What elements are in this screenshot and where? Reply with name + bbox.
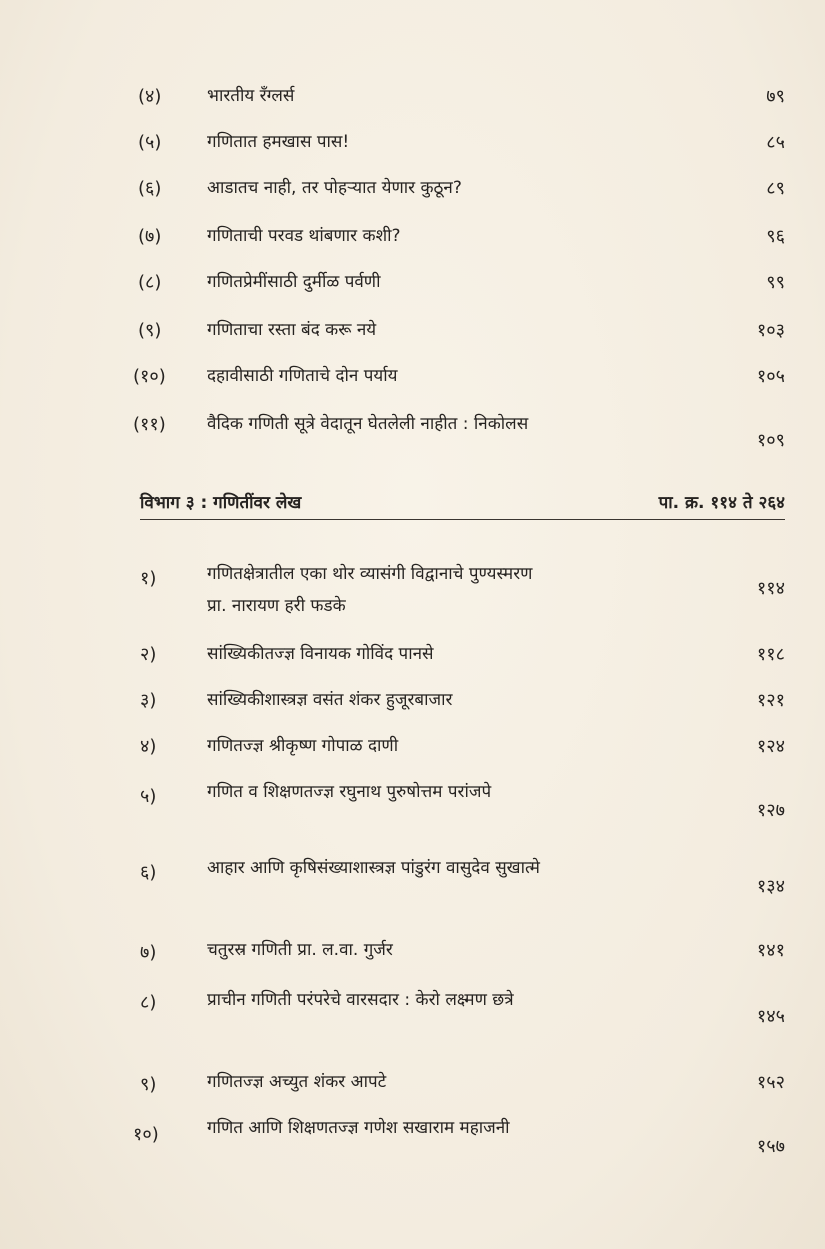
- entry-number: १०): [133, 1124, 159, 1145]
- entry-number: (५): [138, 132, 162, 153]
- entry-title: गणितज्ज्ञ श्रीकृष्ण गोपाळ दाणी: [207, 736, 399, 756]
- entry-number: (११): [133, 414, 166, 435]
- entry-page: १४१: [756, 940, 785, 961]
- entry-page: ११४: [756, 578, 785, 599]
- entry-number: ८): [140, 992, 157, 1013]
- entry-title: गणितप्रेमींसाठी दुर्मीळ पर्वणी: [207, 272, 381, 292]
- entry-page: ८९: [766, 178, 785, 199]
- entry-title: गणिताचा रस्ता बंद करू नये: [207, 320, 377, 340]
- entry-number: (७): [138, 226, 162, 247]
- entry-title: चतुरस्र गणिती प्रा. ल.वा. गुर्जर: [207, 940, 393, 960]
- entry-number: १): [140, 568, 157, 589]
- section-label: विभाग ३ : गणितींवर लेख: [140, 493, 302, 513]
- entry-title: आहार आणि कृषिसंख्याशास्त्रज्ञ पांडुरंग वासुदेव सुखात्मे: [207, 858, 540, 878]
- entry-number: (१०): [133, 366, 166, 387]
- entry-title: दहावीसाठी गणिताचे दोन पर्याय: [207, 366, 398, 386]
- entry-title: सांख्यिकीशास्त्रज्ञ वसंत शंकर हुजूरबाजार: [207, 690, 453, 710]
- entry-page: १०९: [756, 430, 785, 451]
- entry-number: २): [140, 644, 157, 665]
- entry-number: ६): [140, 862, 157, 883]
- entry-title: आडातच नाही, तर पोहऱ्यात येणार कुठून?: [207, 178, 462, 198]
- section-page-range: पा. क्र. ११४ ते २६४: [658, 493, 785, 513]
- entry-number: ५): [140, 786, 157, 807]
- entry-title: गणितक्षेत्रातील एका थोर व्यासंगी विद्वानाचे पुण्यस्मरण प्रा. नारायण हरी फडके: [207, 564, 533, 616]
- section-underline: [140, 519, 785, 520]
- entry-title: गणितज्ज्ञ अच्युत शंकर आपटे: [207, 1072, 387, 1092]
- section-heading: [140, 486, 785, 520]
- entry-title: गणित आणि शिक्षणतज्ज्ञ गणेश सखाराम महाजनी: [207, 1118, 510, 1138]
- entry-page: ११८: [756, 644, 785, 665]
- entry-page: १२१: [756, 690, 785, 711]
- entry-page: १०५: [756, 366, 785, 387]
- entry-page: १४५: [756, 1006, 785, 1027]
- entry-number: (८): [138, 272, 162, 293]
- entry-title: भारतीय रँग्लर्स: [207, 86, 295, 106]
- entry-number: (९): [138, 320, 162, 341]
- entry-page: ९६: [766, 226, 785, 247]
- entry-number: (६): [138, 178, 162, 199]
- entry-page: १२४: [756, 736, 785, 757]
- entry-page: ८५: [766, 132, 785, 153]
- entry-page: ७९: [766, 86, 785, 107]
- entry-title: गणित व शिक्षणतज्ज्ञ रघुनाथ पुरुषोत्तम परांजपे: [207, 782, 492, 802]
- entry-page: १२७: [756, 800, 785, 821]
- entry-title: गणिताची परवड थांबणार कशी?: [207, 226, 401, 246]
- entry-title: सांख्यिकीतज्ज्ञ विनायक गोविंद पानसे: [207, 644, 434, 664]
- entry-title: प्राचीन गणिती परंपरेचे वारसदार : केरो लक्ष्मण छत्रे: [207, 990, 514, 1010]
- entry-page: १५७: [756, 1136, 785, 1157]
- entry-number: ३): [140, 690, 157, 711]
- entry-page: १५२: [756, 1072, 785, 1093]
- entry-page: १३४: [756, 876, 785, 897]
- entry-title: गणितात हमखास पास!: [207, 132, 350, 152]
- entry-page: ९९: [766, 272, 785, 293]
- entry-title: वैदिक गणिती सूत्रे वेदातून घेतलेली नाहीत : निकोलस: [207, 414, 529, 434]
- entry-page: १०३: [756, 320, 785, 341]
- entry-number: ७): [140, 942, 157, 963]
- entry-number: (४): [138, 86, 162, 107]
- entry-number: ४): [140, 736, 157, 757]
- entry-number: ९): [140, 1074, 157, 1095]
